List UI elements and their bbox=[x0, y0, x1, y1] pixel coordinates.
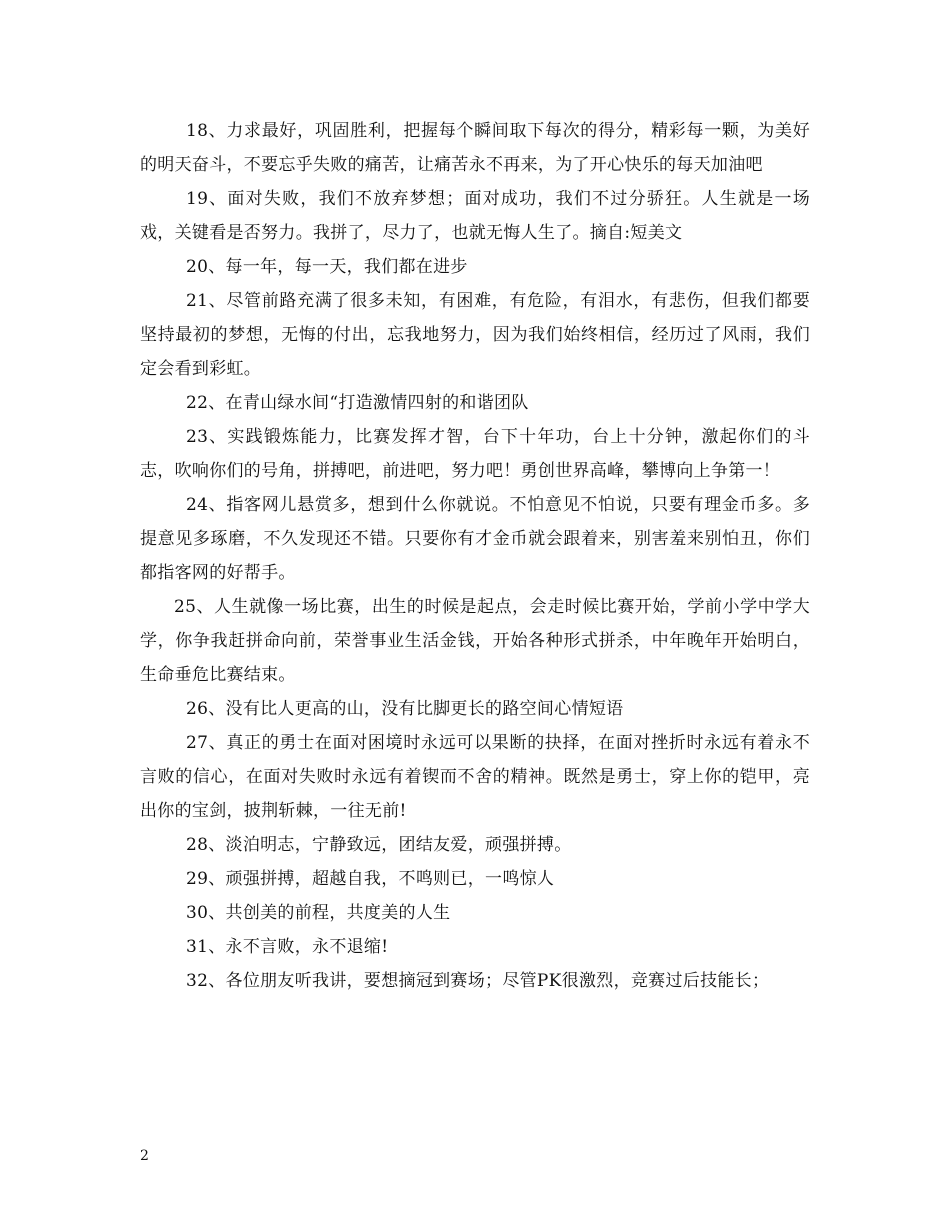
paragraph-27: 27、真正的勇士在面对困境时永远可以果断的抉择，在面对挫折时永远有着永不言败的信心，在面对失败时永远有着锲而不舍的精神。既然是勇士，穿上你的铠甲，亮出你的宝剑，披荆斩棘，一往无前! bbox=[140, 733, 810, 821]
paragraph-31: 31、永不言败，永不退缩! bbox=[186, 937, 389, 957]
paragraph-26: 26、没有比人更高的山，没有比脚更长的路空间心情短语 bbox=[186, 699, 624, 719]
paragraph-29: 29、顽强拼搏，超越自我，不鸣则已，一鸣惊人 bbox=[186, 869, 555, 889]
document-body bbox=[140, 114, 810, 998]
paragraph-30: 30、共创美的前程，共度美的人生 bbox=[186, 903, 451, 923]
page-number: 2 bbox=[140, 1148, 149, 1164]
paragraph-28: 28、淡泊明志，宁静致远，团结友爱，顽强拼搏。 bbox=[186, 835, 572, 855]
paragraph-21: 21、尽管前路充满了很多未知，有困难，有危险，有泪水，有悲伤，但我们都要坚持最初的梦想，无悔的付出，忘我地努力，因为我们始终相信，经历过了风雨，我们定会看到彩虹。 bbox=[140, 291, 810, 379]
paragraph-22: 22、在青山绿水间“打造激情四射的和谐团队 bbox=[186, 393, 529, 413]
paragraph-19: 19、面对失败，我们不放弃梦想；面对成功，我们不过分骄狂。人生就是一场戏，关键看是否努力。我拼了，尽力了，也就无悔人生了。摘自:短美文 bbox=[140, 189, 810, 243]
paragraph-18: 18、力求最好，巩固胜利，把握每个瞬间取下每次的得分，精彩每一颗，为美好的明天奋斗，不要忘乎失败的痛苦，让痛苦永不再来，为了开心快乐的每天加油吧 bbox=[140, 121, 810, 175]
paragraph-20: 20、每一年，每一天，我们都在进步 bbox=[186, 257, 468, 277]
paragraph-24: 24、指客网儿悬赏多，想到什么你就说。不怕意见不怕说，只要有理金币多。多提意见多琢磨，不久发现还不错。只要你有才金币就会跟着来，别害羞来别怕丑，你们都指客网的好帮手。 bbox=[140, 495, 810, 583]
paragraph-23: 23、实践锻炼能力，比赛发挥才智，台下十年功，台上十分钟，激起你们的斗志，吹响你们的号角，拼搏吧，前进吧，努力吧！勇创世界高峰，攀博向上争第一！ bbox=[140, 427, 810, 481]
paragraph-25: 25、人生就像一场比赛，出生的时候是起点，会走时候比赛开始，学前小学中学大学，你争我赶拼命向前，荣誉事业生活金钱，开始各种形式拼杀，中年晚年开始明白，生命垂危比赛结束。 bbox=[140, 597, 810, 685]
paragraph-32: 32、各位朋友听我讲，要想摘冠到赛场；尽管PK很激烈，竞赛过后技能长； bbox=[186, 971, 770, 991]
